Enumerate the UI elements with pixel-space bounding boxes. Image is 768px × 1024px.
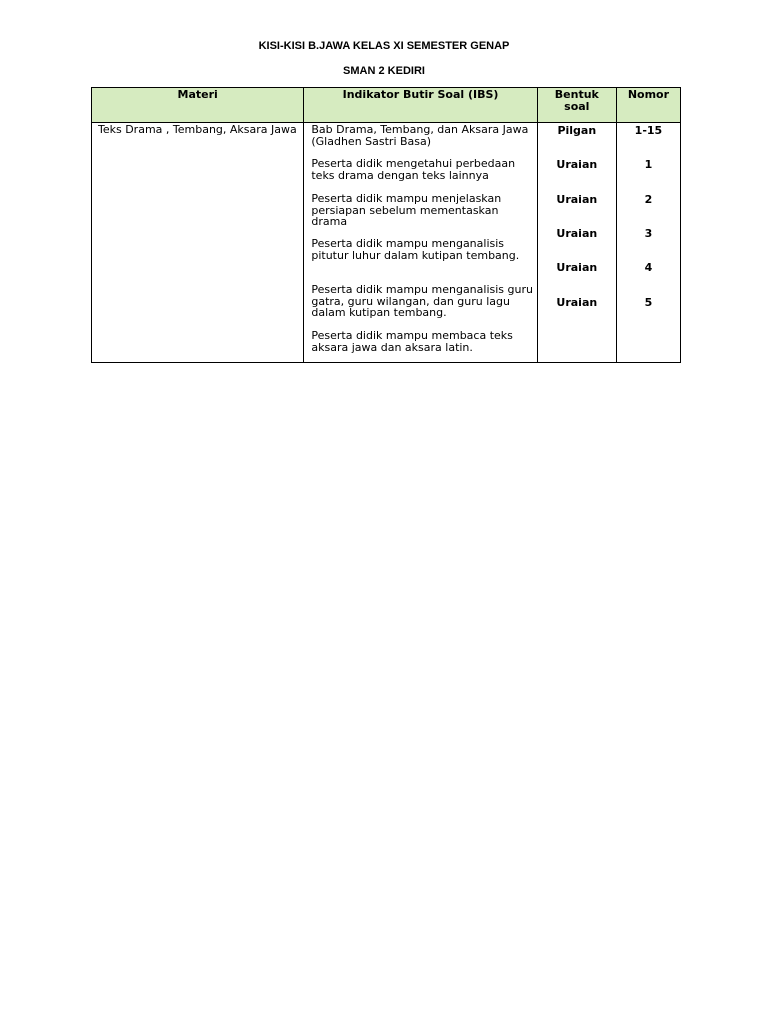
bentuk-soal-value: Pilgan bbox=[557, 124, 597, 137]
bentuk-soal-cell bbox=[537, 123, 616, 363]
bentuk-soal-value: Uraian bbox=[556, 158, 598, 171]
bentuk-soal-value: Uraian bbox=[556, 193, 598, 206]
document-title: KISI-KISI B.JAWA KELAS XI SEMESTER GENAP bbox=[258, 40, 510, 52]
indikator-item: Peserta didik mampu menganalisis guru gatra, guru wilangan, dan guru lagu dalam kutipan tembang. bbox=[311, 283, 533, 319]
indikator-item: Bab Drama, Tembang, dan Aksara Jawa (Gladhen Sastri Basa) bbox=[311, 123, 529, 148]
header-bentuk-soal-text: Bentuk soal bbox=[554, 88, 599, 113]
indikator-cell bbox=[304, 123, 537, 363]
kisi-kisi-table bbox=[91, 87, 681, 363]
nomor-value: 2 bbox=[644, 193, 653, 206]
indikator-item: Peserta didik mengetahui perbedaan teks drama dengan teks lainnya bbox=[311, 157, 516, 182]
header-materi: Materi bbox=[92, 88, 304, 123]
nomor-value: 1 bbox=[644, 158, 653, 171]
indikator-item: Peserta didik mampu menganalisis pitutur luhur dalam kutipan tembang. bbox=[311, 237, 520, 262]
table-header-row bbox=[92, 88, 681, 123]
header-bentuk-soal bbox=[537, 88, 616, 123]
header-nomor: Nomor bbox=[616, 88, 680, 123]
bentuk-soal-value: Uraian bbox=[556, 227, 598, 240]
materi-cell: Teks Drama , Tembang, Aksara Jawa bbox=[92, 123, 304, 363]
bentuk-soal-value: Uraian bbox=[556, 296, 598, 309]
school-name: SMAN 2 KEDIRI bbox=[343, 65, 425, 77]
nomor-value: 4 bbox=[644, 261, 653, 274]
indikator-item: Peserta didik mampu menjelaskan persiapan sebelum mementaskan drama bbox=[311, 192, 502, 228]
nomor-value: 1-15 bbox=[634, 124, 663, 137]
bentuk-soal-value: Uraian bbox=[556, 261, 598, 274]
nomor-value: 5 bbox=[644, 296, 653, 309]
table-row bbox=[92, 123, 681, 363]
indikator-item: Peserta didik mampu membaca teks aksara jawa dan aksara latin. bbox=[311, 329, 513, 354]
nomor-value: 3 bbox=[644, 227, 653, 240]
nomor-cell bbox=[616, 123, 680, 363]
header-indikator: Indikator Butir Soal (IBS) bbox=[304, 88, 537, 123]
